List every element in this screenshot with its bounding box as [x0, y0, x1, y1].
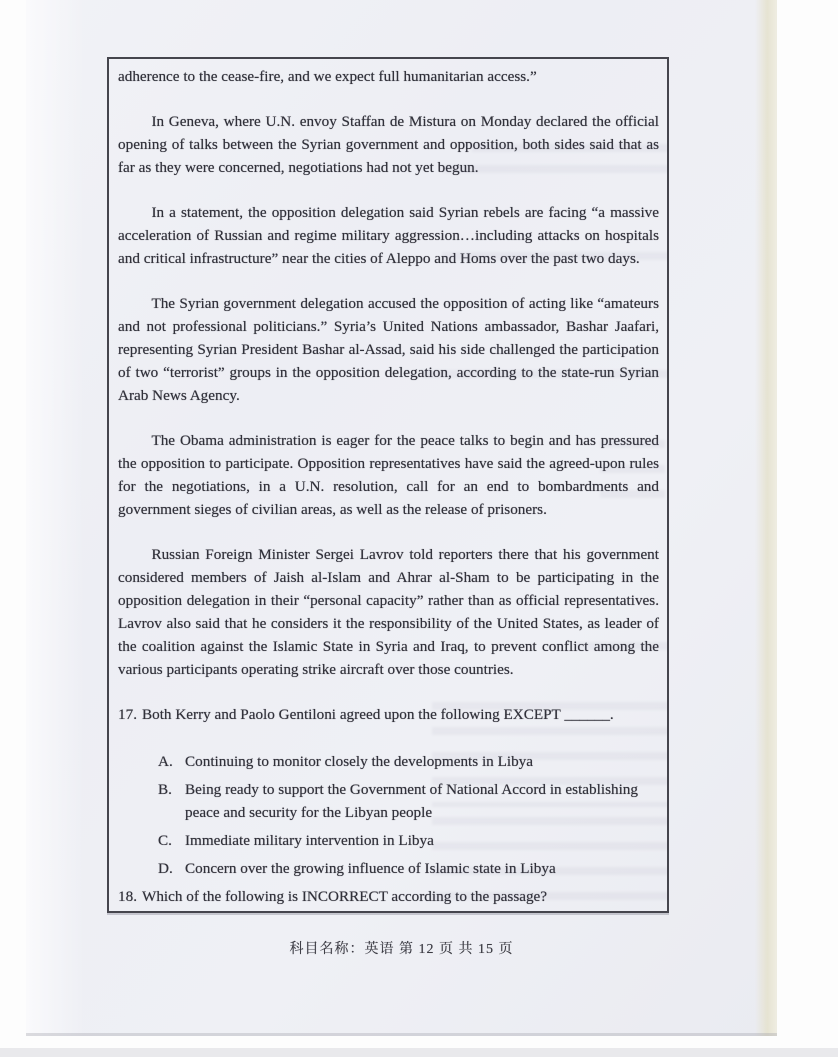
- option-a-text: Continuing to monitor closely the developments in Libya: [185, 753, 533, 770]
- option-d: [158, 857, 659, 880]
- passage-paragraph: In Geneva, where U.N. envoy Staffan de Mistura on Monday declared the official opening of talks between the Syrian government and opposition, both sides said that as far as they were concerned, negotiations had not yet begun.: [118, 113, 659, 176]
- option-c-label: C.: [158, 832, 172, 849]
- option-a: [158, 750, 659, 773]
- option-b: [158, 778, 659, 824]
- passage-continuation-line: adherence to the cease-fire, and we expect full humanitarian access.”: [118, 68, 537, 85]
- page-edge-bottom-line: [26, 1033, 777, 1036]
- page-footer: 科目名称：英语 第 12 页 共 15 页: [289, 942, 514, 957]
- passage-paragraph: The Obama administration is eager for the peace talks to begin and has pressured the opposition to participate. Opposition representatives have said the agreed-upon rules for the negotiations, in a U.N. resolution, call for an end to bombardments and government sieges of civilian areas, as well as the release of prisoners.: [118, 432, 659, 518]
- question-17: [118, 703, 659, 726]
- question-17-text: Both Kerry and Paolo Gentiloni agreed upon the following EXCEPT ______.: [141, 706, 614, 723]
- page-edge-right-shading: [755, 0, 777, 1036]
- option-d-label: D.: [158, 860, 173, 877]
- option-a-label: A.: [158, 753, 173, 770]
- option-b-label: B.: [158, 781, 172, 798]
- question-17-number: 17.: [118, 706, 137, 723]
- option-b-text-line2: peace and security for the Libyan people: [185, 804, 433, 821]
- passage-paragraph: Russian Foreign Minister Sergei Lavrov told reporters there that his government considered members of Jaish al-Islam and Ahrar al-Sham to be participating in the opposition delegation in their “personal capacity” rather than as official representatives. Lavrov also said that he considers it the responsibility of the United States, as leader of the coalition against the Islamic State in Syria and Iraq, to prevent conflict among the various participants operating strike aircraft over those countries.: [118, 546, 659, 678]
- question-18-number: 18.: [118, 888, 137, 905]
- question-17-options: [118, 750, 659, 880]
- option-c: [158, 829, 659, 852]
- page-edge-left-shading: [26, 0, 84, 1036]
- question-18: [118, 885, 659, 908]
- option-b-text-line1: Being ready to support the Government of National Accord in establishing: [185, 781, 638, 798]
- scanner-bottom-strip: [0, 1048, 838, 1057]
- option-d-text: Concern over the growing influence of Islamic state in Libya: [185, 860, 556, 877]
- passage-frame: [107, 57, 669, 913]
- question-18-text: Which of the following is INCORRECT according to the passage?: [141, 888, 548, 905]
- scanned-page: [26, 0, 777, 1036]
- option-c-text: Immediate military intervention in Libya: [185, 832, 434, 849]
- passage-paragraph: The Syrian government delegation accused the opposition of acting like “amateurs and not professional politicians.” Syria’s United Nations ambassador, Bashar Jaafari, representing Syrian President Bashar al-Assad, said his side challenged the participation of two “terrorist” groups in the opposition delegation, according to the state-run Syrian Arab News Agency.: [118, 295, 659, 404]
- passage-paragraph: In a statement, the opposition delegation said Syrian rebels are facing “a massive acceleration of Russian and regime military aggression…including attacks on hospitals and critical infrastructure” near the cities of Aleppo and Homs over the past two days.: [118, 204, 659, 267]
